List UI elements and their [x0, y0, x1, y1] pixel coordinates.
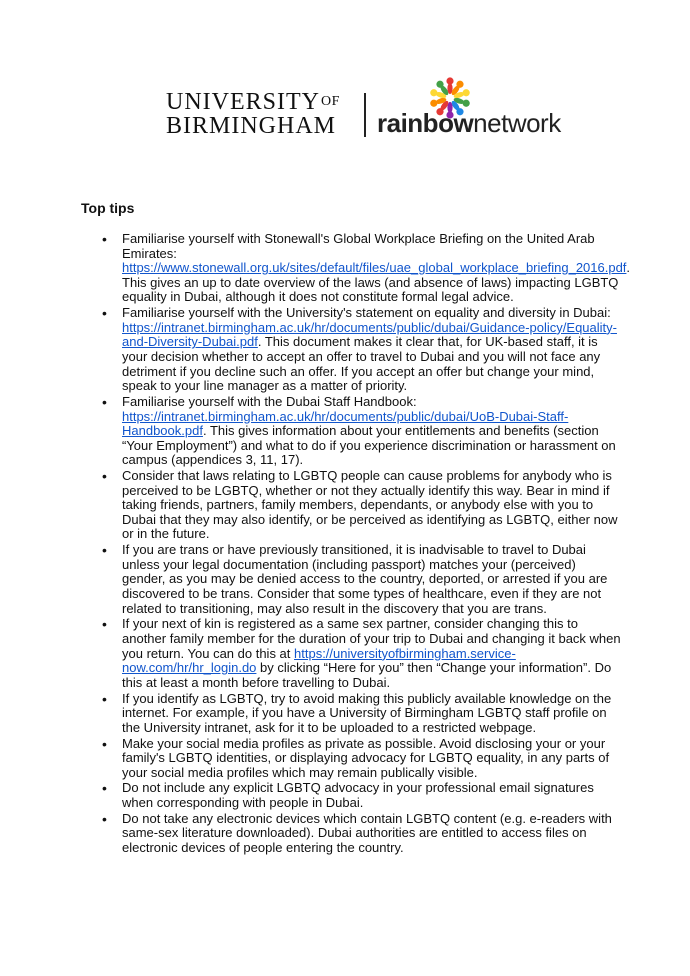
tip-item	[81, 617, 621, 690]
tip-item	[81, 737, 621, 781]
tip-text: Familiarise yourself with Stonewall's Global Workplace Briefing on the United Arab Emirates:	[122, 231, 595, 261]
tip-text: If you identify as LGBTQ, try to avoid making this publicly available knowledge on the internet. For example, if you have a University of Birmingham LGBTQ staff profile on the University intranet, ask for it to be uploaded to a restricted webpage.	[122, 690, 612, 735]
tip-text: . This gives an up to date overview of the laws (and absence of laws) impacting LGBTQ equality in Dubai, although it does not constitute formal legal advice.	[122, 260, 631, 305]
tip-item	[81, 812, 621, 856]
tip-link[interactable]: https://universityofbirmingham.service-now.com/hr/hr_login.do	[122, 645, 516, 676]
tip-text: . This document makes it clear that, for UK-based staff, it is your decision whether to accept an offer to travel to Dubai and you will not face any detriment if you decline such an offer. If you accept an offer but change your mind, speak to your line manager as a matter of priority.	[122, 334, 601, 394]
tip-text: If your next of kin is registered as a same sex partner, consider changing this to another family member for the duration of your trip to Dubai and changing it back when you return. You can do this at	[122, 616, 621, 661]
tip-link[interactable]: https://intranet.birmingham.ac.uk/hr/documents/public/dubai/Guidance-policy/Equality-and-Diversity-Dubai.pdf	[122, 319, 617, 350]
logo-rainbow-text: rainbow	[377, 108, 474, 138]
document-header	[0, 0, 690, 150]
logo-network-text: network	[473, 108, 561, 138]
tip-item	[81, 395, 621, 468]
tip-text: If you are trans or have previously transitioned, it is inadvisable to travel to Dubai unless your legal documentation (including passport) matches your (perceived) gender, as you may be denied access to the country, deported, or arrested if you are discovered to be trans. Consider that some types of healthcare, even if they are not related to transitioning, may also result in the discovery that you are trans.	[122, 542, 608, 616]
tip-text: . This gives information about your entitlements and benefits (section “Your Employment”) and what to do if you experience discrimination or harassment on campus (appendices 3, 11, 17).	[122, 423, 616, 468]
tip-item	[81, 469, 621, 542]
logo-of-text: OF	[321, 94, 340, 109]
university-of-birmingham-logo	[166, 90, 340, 138]
tip-text: Make your social media profiles as private as possible. Avoid disclosing your or your family's LGBTQ identities, or displaying advocacy for LGBTQ equality, in any parts of your social media profiles which may remain publically visible.	[122, 735, 610, 780]
tip-item	[81, 692, 621, 736]
rainbow-network-logo	[377, 108, 561, 138]
section-title: Top tips	[81, 200, 135, 216]
tip-text: by clicking “Here for you” then “Change your information”. Do this at least a month before travelling to Dubai.	[122, 660, 612, 690]
logo-birmingham-text: BIRMINGHAM	[166, 113, 337, 139]
logo-university-text: UNIVERSITY	[166, 89, 320, 115]
tip-item	[81, 543, 621, 616]
tip-link[interactable]: https://www.stonewall.org.uk/sites/default/files/uae_global_workplace_briefing_2016.pdf	[122, 260, 627, 276]
tip-item	[81, 231, 631, 305]
tips-list	[81, 231, 631, 857]
tip-text: Consider that laws relating to LGBTQ people can cause problems for anybody who is perceived to be LGBTQ, whether or not they actually identify this way. Bear in mind if taking friends, partners, family members, dependants, or anybody else with you to Dubai that they may also identify, or be perceived as identifying as LGBTQ, either now or in the future.	[122, 468, 618, 542]
tip-text: Familiarise yourself with the University's statement on equality and diversity in Dubai:	[122, 305, 611, 321]
tip-link[interactable]: https://intranet.birmingham.ac.uk/hr/documents/public/dubai/UoB-Dubai-Staff-Handbook.pdf	[122, 408, 569, 439]
tip-item	[81, 306, 621, 394]
tip-item	[81, 781, 621, 810]
tip-text: Familiarise yourself with the Dubai Staff Handbook:	[122, 393, 417, 409]
tip-text: Do not include any explicit LGBTQ advocacy in your professional email signatures when corresponding with people in Dubai.	[122, 780, 594, 811]
logo-divider	[364, 93, 366, 137]
tip-text: Do not take any electronic devices which contain LGBTQ content (e.g. e-readers with same-sex literature downloaded). Dubai authorities are entitled to access files on electronic devices of people entering the country.	[122, 810, 612, 856]
